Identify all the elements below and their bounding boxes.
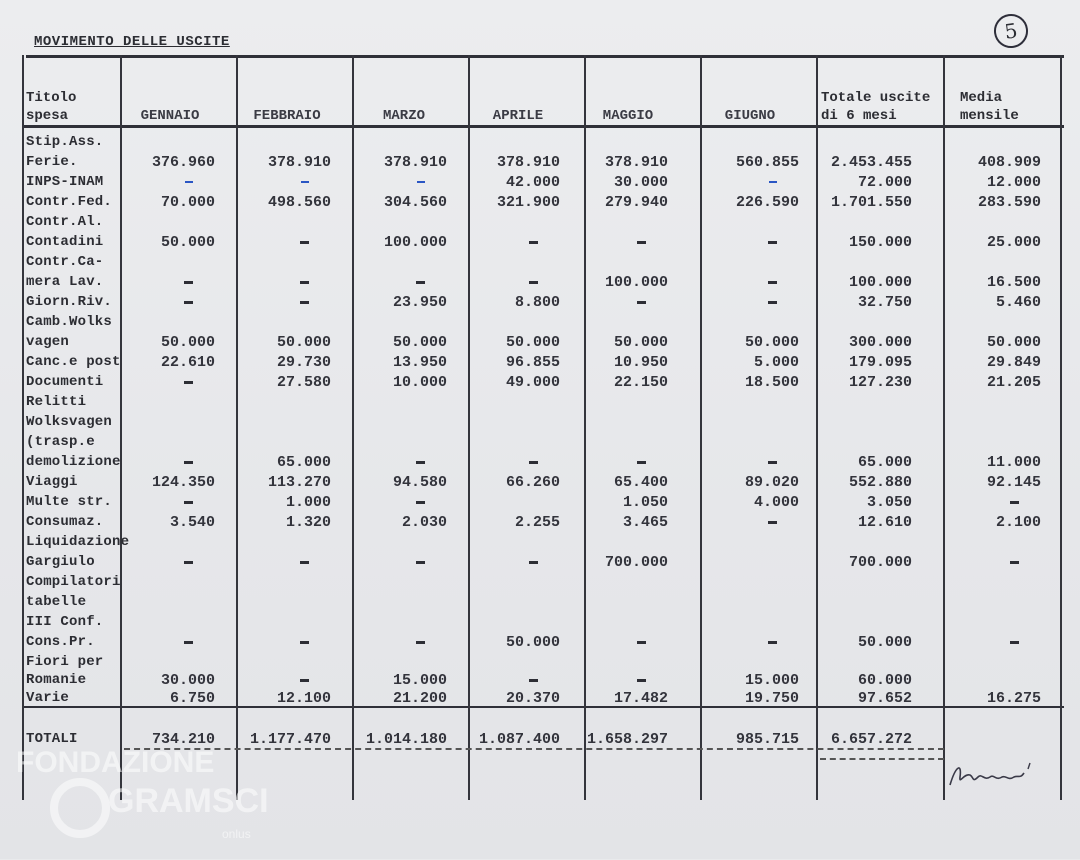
value-cell: 408.909: [977, 154, 1041, 171]
watermark-text: FONDAZIONE: [16, 746, 215, 779]
row-label: Documenti: [26, 374, 104, 390]
watermark-text: GRAMSCI: [108, 782, 269, 820]
value-cell: [185, 174, 193, 191]
header-mean-2: mensile: [960, 108, 1019, 124]
page-title: MOVIMENTO DELLE USCITE: [34, 34, 230, 50]
value-cell: 18.500: [744, 374, 799, 391]
table-row: [0, 273, 1080, 293]
value-cell: 65.000: [857, 454, 912, 471]
value-cell: 300.000: [848, 334, 912, 351]
value-cell: [300, 234, 309, 251]
value-cell: 16.500: [986, 274, 1041, 291]
value-cell: [1010, 494, 1019, 511]
header-total-1: Totale uscite: [821, 90, 931, 106]
row-label: Contr.Al.: [26, 214, 104, 230]
value-cell: 96.855: [505, 354, 560, 371]
row-label: Liquidazione: [26, 534, 130, 550]
row-label: III Conf.: [26, 614, 104, 630]
value-cell: 17.482: [613, 690, 668, 707]
value-cell: 50.000: [505, 334, 560, 351]
dash-mark: [184, 641, 193, 644]
dash-mark: [637, 241, 646, 244]
value-cell: 50.000: [613, 334, 668, 351]
value-cell: 304.560: [383, 194, 447, 211]
value-cell: 21.200: [392, 690, 447, 707]
value-cell: 16.275: [986, 690, 1041, 707]
value-cell: 10.000: [392, 374, 447, 391]
value-cell: 321.900: [496, 194, 560, 211]
value-cell: 50.000: [392, 334, 447, 351]
table-row: [0, 593, 1080, 613]
signature: [946, 755, 1036, 795]
row-label: Varie: [26, 690, 70, 706]
value-cell: 50.000: [744, 334, 799, 351]
table-row: [0, 433, 1080, 453]
row-label: Relitti: [26, 394, 87, 410]
value-cell: 1.050: [622, 494, 668, 511]
value-cell: 15.000: [392, 672, 447, 689]
dash-mark: [416, 641, 425, 644]
value-cell: 92.145: [986, 474, 1041, 491]
value-cell: [416, 454, 425, 471]
value-cell: [417, 174, 425, 191]
dash-mark: [184, 301, 193, 304]
blue-dash-mark: [301, 181, 309, 183]
table-row: [0, 353, 1080, 373]
value-cell: 50.000: [160, 234, 215, 251]
table-row: [0, 313, 1080, 333]
dash-mark: [637, 301, 646, 304]
value-cell: 3.050: [866, 494, 912, 511]
value-cell: 65.400: [613, 474, 668, 491]
row-label: Canc.e post: [26, 354, 121, 370]
table-row: [0, 493, 1080, 513]
row-label: Gargiulo: [26, 554, 95, 570]
value-cell: 97.652: [857, 690, 912, 707]
grand-total-double-underline: [820, 758, 944, 760]
row-label: Giorn.Riv.: [26, 294, 113, 310]
value-cell: [184, 274, 193, 291]
watermark-text: onlus: [222, 827, 251, 841]
value-cell: 49.000: [505, 374, 560, 391]
value-cell: 29.849: [986, 354, 1041, 371]
dash-mark: [300, 561, 309, 564]
value-cell: [184, 454, 193, 471]
value-cell: 12.100: [276, 690, 331, 707]
value-cell: [529, 554, 538, 571]
value-cell: 1.000: [285, 494, 331, 511]
dash-mark: [416, 281, 425, 284]
value-cell: 226.590: [735, 194, 799, 211]
table-row: [0, 633, 1080, 653]
row-label: mera Lav.: [26, 274, 104, 290]
dash-mark: [529, 281, 538, 284]
value-cell: [300, 274, 309, 291]
value-cell: 23.950: [392, 294, 447, 311]
row-label: INPS-INAM: [26, 174, 104, 190]
table-row: [0, 413, 1080, 433]
dash-mark: [300, 679, 309, 682]
value-cell: 700.000: [848, 554, 912, 571]
total-cell: 734.210: [151, 731, 215, 748]
value-cell: 378.910: [383, 154, 447, 171]
header-label-1: Titolo: [26, 90, 77, 106]
value-cell: [416, 494, 425, 511]
value-cell: [301, 174, 309, 191]
table-row: [0, 373, 1080, 393]
row-label: Cons.Pr.: [26, 634, 95, 650]
value-cell: 27.580: [276, 374, 331, 391]
dash-mark: [637, 641, 646, 644]
value-cell: [637, 294, 646, 311]
value-cell: [637, 234, 646, 251]
dash-mark: [416, 561, 425, 564]
row-label: tabelle: [26, 594, 87, 610]
row-label: Stip.Ass.: [26, 134, 104, 150]
rule-top: [26, 55, 1064, 58]
header-mean-1: Media: [960, 90, 1003, 106]
value-cell: 378.910: [267, 154, 331, 171]
value-cell: 2.453.455: [830, 154, 912, 171]
value-cell: [300, 554, 309, 571]
value-cell: [637, 634, 646, 651]
dash-mark: [1010, 561, 1019, 564]
table-row: [0, 333, 1080, 353]
value-cell: [300, 294, 309, 311]
table-row: [0, 193, 1080, 213]
dash-mark: [184, 561, 193, 564]
value-cell: 10.950: [613, 354, 668, 371]
value-cell: 2.100: [995, 514, 1041, 531]
value-cell: 50.000: [857, 634, 912, 651]
value-cell: 70.000: [160, 194, 215, 211]
value-cell: 5.460: [995, 294, 1041, 311]
value-cell: 66.260: [505, 474, 560, 491]
header-total-2: di 6 mesi: [821, 108, 897, 124]
total-cell: 985.715: [735, 731, 799, 748]
value-cell: [300, 672, 309, 689]
dash-mark: [184, 461, 193, 464]
value-cell: 150.000: [848, 234, 912, 251]
value-cell: 22.610: [160, 354, 215, 371]
value-cell: 89.020: [744, 474, 799, 491]
value-cell: [768, 634, 777, 651]
value-cell: 72.000: [857, 174, 912, 191]
dash-mark: [768, 301, 777, 304]
value-cell: 2.255: [514, 514, 560, 531]
table-row: [0, 153, 1080, 173]
value-cell: [184, 494, 193, 511]
dash-mark: [529, 561, 538, 564]
table-row: [0, 293, 1080, 313]
value-cell: [1010, 634, 1019, 651]
dash-mark: [184, 501, 193, 504]
header-month: FEBBRAIO: [253, 108, 321, 124]
table-row: [0, 513, 1080, 533]
value-cell: [184, 634, 193, 651]
value-cell: 498.560: [267, 194, 331, 211]
table-row: [0, 173, 1080, 193]
dash-mark: [416, 501, 425, 504]
fondazione-gramsci-watermark: [14, 742, 284, 860]
value-cell: [184, 554, 193, 571]
value-cell: 3.465: [622, 514, 668, 531]
dash-mark: [1010, 501, 1019, 504]
value-cell: [768, 514, 777, 531]
value-cell: 60.000: [857, 672, 912, 689]
value-cell: 283.590: [977, 194, 1041, 211]
value-cell: 65.000: [276, 454, 331, 471]
value-cell: 42.000: [505, 174, 560, 191]
value-cell: 100.000: [604, 274, 668, 291]
row-label: Contadini: [26, 234, 104, 250]
value-cell: 5.000: [753, 354, 799, 371]
value-cell: [416, 274, 425, 291]
dash-mark: [768, 461, 777, 464]
value-cell: 6.750: [169, 690, 215, 707]
value-cell: 11.000: [986, 454, 1041, 471]
dash-mark: [300, 641, 309, 644]
table-row: [0, 533, 1080, 553]
value-cell: 13.950: [392, 354, 447, 371]
table-row: [0, 689, 1080, 709]
value-cell: [768, 454, 777, 471]
blue-dash-mark: [769, 181, 777, 183]
row-label: vagen: [26, 334, 70, 350]
value-cell: 32.750: [857, 294, 912, 311]
value-cell: 50.000: [160, 334, 215, 351]
dash-mark: [1010, 641, 1019, 644]
value-cell: [529, 274, 538, 291]
value-cell: 50.000: [986, 334, 1041, 351]
row-label: Romanie: [26, 672, 87, 688]
value-cell: [637, 454, 646, 471]
table-row: [0, 133, 1080, 153]
value-cell: [768, 274, 777, 291]
value-cell: [768, 294, 777, 311]
value-cell: [184, 294, 193, 311]
row-label: Compilatori: [26, 574, 121, 590]
value-cell: 179.095: [848, 354, 912, 371]
value-cell: 3.540: [169, 514, 215, 531]
value-cell: 22.150: [613, 374, 668, 391]
table-row: [0, 613, 1080, 633]
value-cell: 30.000: [613, 174, 668, 191]
dash-mark: [529, 461, 538, 464]
value-cell: [300, 634, 309, 651]
table-row: [0, 473, 1080, 493]
dash-mark: [529, 679, 538, 682]
dash-mark: [416, 461, 425, 464]
value-cell: 4.000: [753, 494, 799, 511]
dash-mark: [637, 461, 646, 464]
value-cell: 100.000: [383, 234, 447, 251]
value-cell: [637, 672, 646, 689]
table-row: [0, 671, 1080, 691]
value-cell: [529, 672, 538, 689]
value-cell: 25.000: [986, 234, 1041, 251]
row-label: Consumaz.: [26, 514, 104, 530]
value-cell: 19.750: [744, 690, 799, 707]
value-cell: 552.880: [848, 474, 912, 491]
page-number: 5: [992, 12, 1030, 50]
value-cell: 376.960: [151, 154, 215, 171]
table-row: [0, 653, 1080, 673]
dash-mark: [637, 679, 646, 682]
row-label: Contr.Ca-: [26, 254, 104, 270]
value-cell: 8.800: [514, 294, 560, 311]
dash-mark: [184, 381, 193, 384]
blue-dash-mark: [417, 181, 425, 183]
dash-mark: [768, 241, 777, 244]
value-cell: 378.910: [604, 154, 668, 171]
table-row: [0, 573, 1080, 593]
value-cell: [416, 554, 425, 571]
header-month: GENNAIO: [140, 108, 200, 124]
total-cell: 1.087.400: [478, 731, 560, 748]
total-cell: 1.658.297: [586, 731, 668, 748]
row-label: Ferie.: [26, 154, 78, 170]
value-cell: 29.730: [276, 354, 331, 371]
value-cell: 378.910: [496, 154, 560, 171]
dash-mark: [300, 301, 309, 304]
row-label: Fiori per: [26, 654, 104, 670]
value-cell: 12.000: [986, 174, 1041, 191]
dash-mark: [184, 281, 193, 284]
value-cell: [529, 234, 538, 251]
row-label: Contr.Fed.: [26, 194, 113, 210]
table-row: [0, 253, 1080, 273]
value-cell: 279.940: [604, 194, 668, 211]
value-cell: [529, 454, 538, 471]
header-month: MARZO: [382, 108, 426, 124]
total-cell: 1.014.180: [365, 731, 447, 748]
value-cell: 50.000: [505, 634, 560, 651]
value-cell: 1.701.550: [830, 194, 912, 211]
table-row: [0, 553, 1080, 573]
value-cell: 30.000: [160, 672, 215, 689]
header-month: MAGGIO: [602, 108, 654, 124]
dash-mark: [768, 281, 777, 284]
value-cell: 1.320: [285, 514, 331, 531]
value-cell: 127.230: [848, 374, 912, 391]
value-cell: 100.000: [848, 274, 912, 291]
header-month: GIUGNO: [724, 108, 776, 124]
header-label-2: spesa: [26, 108, 69, 124]
value-cell: 21.205: [986, 374, 1041, 391]
row-label: Wolksvagen: [26, 414, 113, 430]
row-label: Multe str.: [26, 494, 113, 510]
value-cell: 50.000: [276, 334, 331, 351]
value-cell: 560.855: [735, 154, 799, 171]
value-cell: [768, 234, 777, 251]
dash-mark: [529, 241, 538, 244]
value-cell: 15.000: [744, 672, 799, 689]
value-cell: [769, 174, 777, 191]
table-row: [0, 393, 1080, 413]
dash-mark: [300, 281, 309, 284]
value-cell: 124.350: [151, 474, 215, 491]
value-cell: 94.580: [392, 474, 447, 491]
value-cell: 700.000: [604, 554, 668, 571]
row-label: demolizione: [26, 454, 121, 470]
value-cell: 2.030: [401, 514, 447, 531]
row-label: Camb.Wolks: [26, 314, 113, 330]
total-cell: 6.657.272: [830, 731, 912, 748]
row-label: Viaggi: [26, 474, 78, 490]
blue-dash-mark: [185, 181, 193, 183]
value-cell: 113.270: [267, 474, 331, 491]
table-row: [0, 453, 1080, 473]
total-cell: 1.177.470: [249, 731, 331, 748]
header-month: APRILE: [492, 108, 544, 124]
dash-mark: [768, 641, 777, 644]
value-cell: 12.610: [857, 514, 912, 531]
totals-label: TOTALI: [26, 731, 78, 747]
value-cell: [184, 374, 193, 391]
row-label: (trasp.e: [26, 434, 95, 450]
value-cell: 20.370: [505, 690, 560, 707]
dash-mark: [768, 521, 777, 524]
dash-mark: [300, 241, 309, 244]
table-row: [0, 213, 1080, 233]
value-cell: [1010, 554, 1019, 571]
value-cell: [416, 634, 425, 651]
table-row: [0, 233, 1080, 253]
